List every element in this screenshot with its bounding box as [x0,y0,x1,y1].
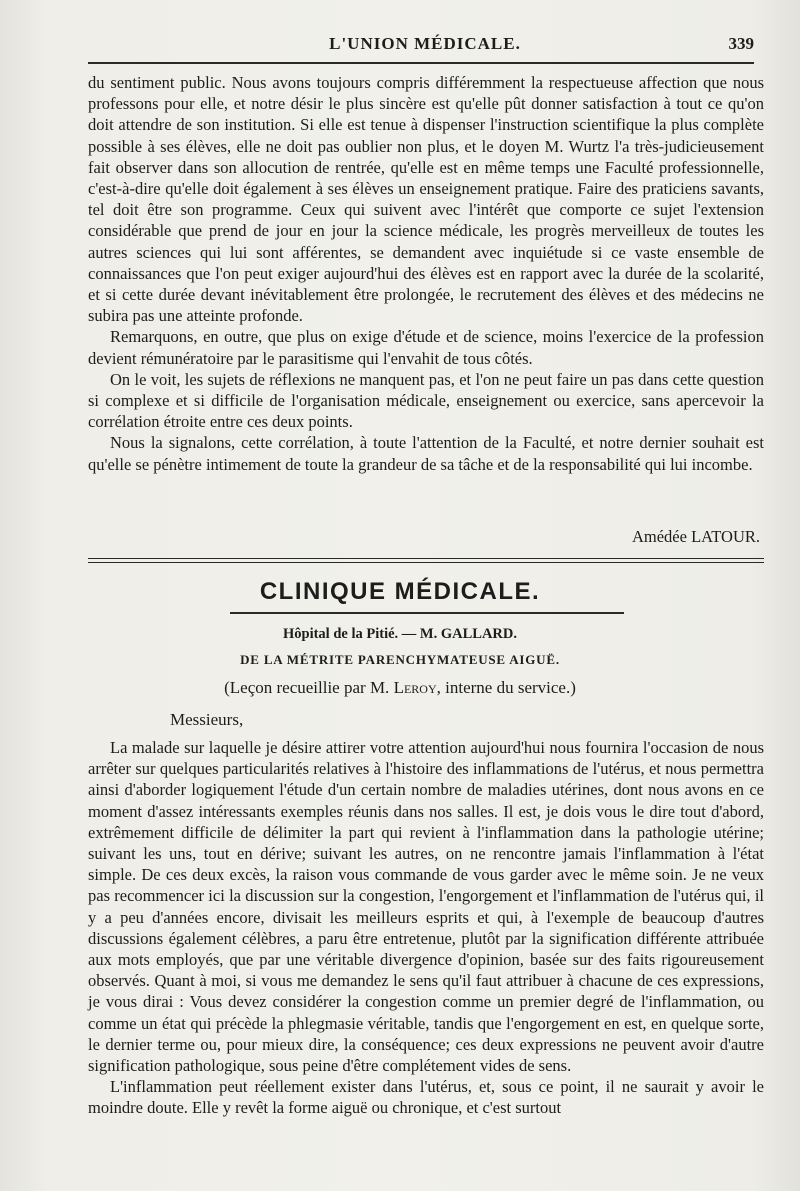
lesson-prefix: (Leçon recueillie par M. [224,678,390,697]
paragraph: L'inflammation peut réellement exister dans l'utérus, et, sous ce point, il ne saurait y avoir le moindre doute. Elle y revêt la forme aiguë ou chronique, et c'est surtout [88,1077,764,1118]
author-signature: Amédée LATOUR. [631,527,760,546]
paragraph: Nous la signalons, cette corrélation, à toute l'attention de la Faculté, et notre dernier souhait est qu'elle se pénètre intimement de toute la grandeur de sa tâche et de la responsabilité qui lui incombe. [88,433,764,474]
page-header [88,32,762,56]
lecture-text [88,737,764,1119]
hospital-line: Hôpital de la Pitié. — M. GALLARD. [282,626,517,642]
salutation: Messieurs, [170,710,244,729]
article-subject: DE LA MÉTRITE PARENCHYMATEUSE AIGUË. [240,652,560,667]
lesson-credit [0,678,800,698]
lesson-suffix: , interne du service.) [436,678,576,697]
section-title: CLINIQUE MÉDICALE. [259,578,541,605]
running-title: L'UNION MÉDICALE. [329,34,521,53]
paragraph: On le voit, les sujets de réflexions ne manquent pas, et l'on ne peut faire un pas dans cette question si complexe et si difficile de l'organisation médicale, enseignement ou exercice, sans apercevoir la corrélation étroite entre ces deux points. [88,369,764,432]
paragraph: La malade sur laquelle je désire attirer votre attention aujourd'hui nous fournira l'occasion de nous arrêter sur quelques particularités relatives à l'histoire des inflammations de l'utérus, et nous permettra ainsi d'aborder logiquement l'étude d'un certain nombre de maladies utérines, dont nous avons en ce moment d'assez intéressants exemples réunis dans nos salles. Il est, je dois vous le dire tout d'abord, extrêmement difficile de délimiter la part qui revient à l'inflammation dans la pathologie utérine; suivant les uns, tout en dérive; suivant les autres, on ne rencontre jamais l'inflammation à l'état simple. De ces deux excès, la raison vous commande de vous garder avec le même soin. Je ne veux pas recommencer ici la discussion sur la congestion, l'engorgement et l'inflammation de l'utérus qui, il y a peu d'années encore, divisait les meilleurs esprits et qui, à l'exemple de beaucoup d'autres discussions également célèbres, a paru être entretenue, plutôt par la signification différente attribuée aux mots employés, que par une véritable divergence d'opinion, basée sur des faits rigoureusement observés. Quant à moi, si vous me demandez le sens qu'il faut attribuer à chacune de ces expressions, je vous dirai : Vous devez considérer la congestion comme un premier degré de l'inflammation, ou comme un état qui précède la phlegmasie véritable, tandis que l'engorgement en est, en quelque sorte, le dernier terme ou, pour mieux dire, la conséquence; ces deux expressions ne peuvent avoir d'autre signification pathologique, sous peine d'être complétement vides de sens. [88,738,764,1076]
title-rule [230,612,624,614]
editorial-text [88,72,764,475]
header-rule [88,62,754,64]
paragraph: du sentiment public. Nous avons toujours compris différemment la respectueuse affection que nous professons pour elle, et notre désir le plus sincère est qu'elle pût donner satisfaction à tout ce qu'on doit attendre de son institution. Si elle est tenue à dispenser l'instruction scientifique la plus complète possible à ses élèves, elle ne doit pas oublier non plus, et le doyen M. Wurtz l'a très-judicieusement fait observer dans son allocution de rentrée, qu'elle est en même temps une Faculté professionnelle, c'est-à-dire qu'elle doit également à ses élèves un enseignement pratique. Faire des praticiens savants, tel doit être son programme. Ceux qui suivent avec l'intérêt que comporte ce sujet l'extension considérable que prend de jour en jour la science médicale, les progrès merveilleux de toutes les autres sciences qui lui sont afférentes, se demandent avec inquiétude si ce vaste ensemble de connaissances que l'on peut exiger aujourd'hui des élèves est en rapport avec la durée de la scolarité, et si cette durée devant inévitablement être prolongée, le recrutement des élèves et des médecins ne subira pas une atteinte profonde. [88,73,764,326]
page-number: 339 [728,34,754,53]
section-divider [88,558,764,563]
lesson-author: Leroy [393,678,437,697]
paragraph: Remarquons, en outre, que plus on exige d'étude et de science, moins l'exercice de la profession devient rémunératoire par le parasitisme qui l'envahit de tous côtés. [88,327,764,368]
